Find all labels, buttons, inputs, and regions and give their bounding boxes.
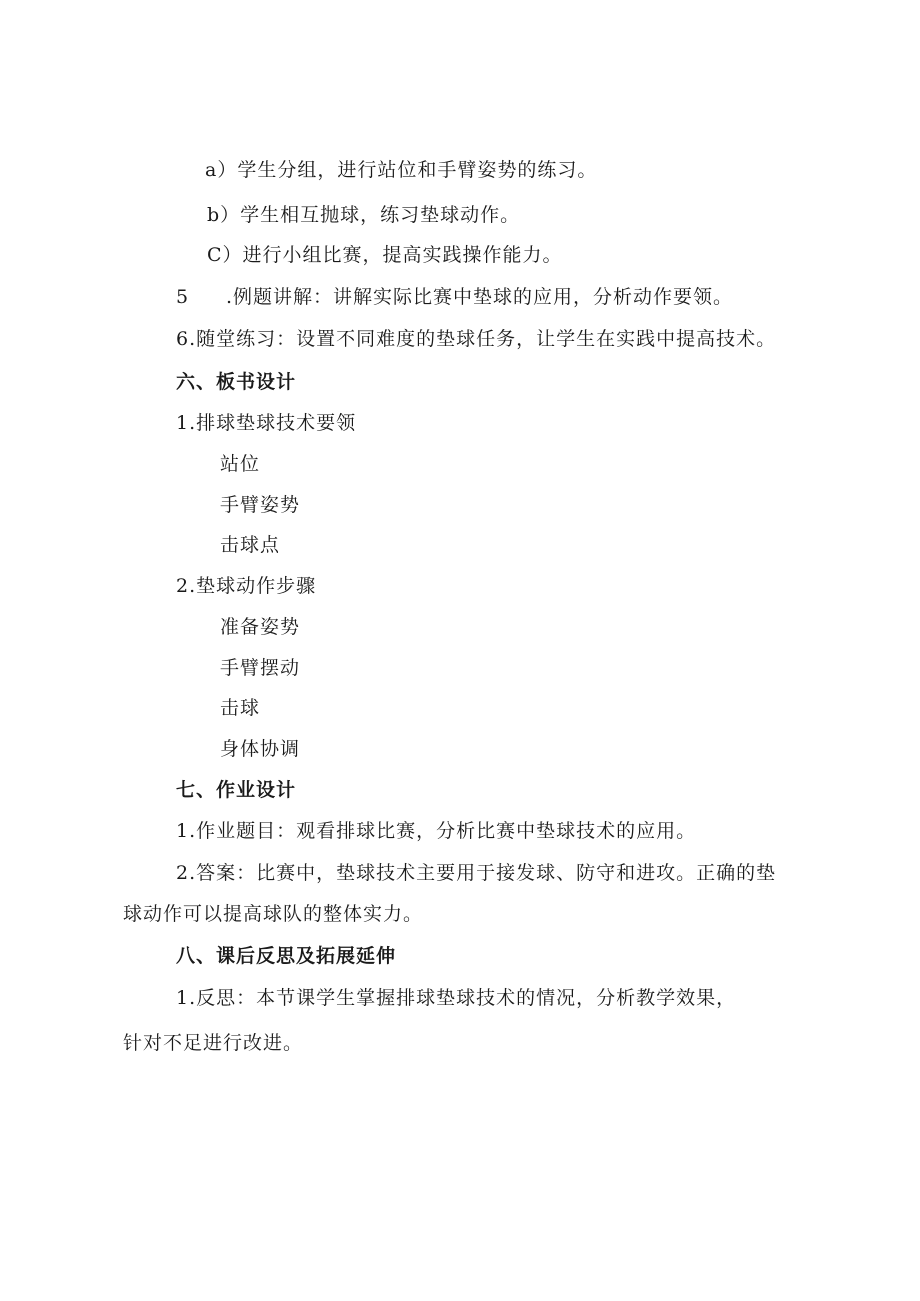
- section-6-item-2-sub: 手臂摆动: [220, 657, 301, 679]
- section-6-item-1-sub: 站位: [220, 453, 261, 475]
- section-6-item-2-sub: 身体协调: [220, 738, 301, 760]
- section-7-item-2-line-1: 2.答案：比赛中，垫球技术主要用于接发球、防守和进攻。正确的垫: [176, 862, 777, 884]
- step-6: 6.随堂练习：设置不同难度的垫球任务，让学生在实践中提高技术。: [176, 328, 777, 350]
- step-5-text: .例题讲解：讲解实际比赛中垫球的应用，分析动作要领。: [226, 286, 734, 308]
- section-6-item-2-sub: 准备姿势: [220, 616, 301, 638]
- section-6-item-1-sub: 手臂姿势: [220, 494, 301, 516]
- practice-item-a: a）学生分组，进行站位和手臂姿势的练习。: [205, 159, 598, 181]
- practice-item-b: b）学生相互抛球，练习垫球动作。: [207, 204, 521, 226]
- section-8-heading: 八、课后反思及拓展延伸: [176, 945, 397, 967]
- section-6-item-2: 2.垫球动作步骤: [176, 575, 317, 597]
- section-8-item-1-line-1: 1.反思：本节课学生掌握排球垫球技术的情况，分析教学效果，: [176, 987, 737, 1009]
- practice-item-c: C）进行小组比赛，提高实践操作能力。: [207, 244, 563, 266]
- section-7-item-2-line-2: 球动作可以提高球队的整体实力。: [123, 903, 424, 925]
- section-7-heading: 七、作业设计: [176, 779, 297, 801]
- section-6-item-2-sub: 击球: [220, 697, 261, 719]
- step-5-number: 5: [176, 286, 190, 308]
- section-6-item-1-sub: 击球点: [220, 534, 281, 556]
- section-6-heading: 六、板书设计: [176, 371, 297, 393]
- section-8-item-1-line-2: 针对不足进行改进。: [123, 1032, 304, 1054]
- section-7-item-1: 1.作业题目：观看排球比赛，分析比赛中垫球技术的应用。: [176, 820, 697, 842]
- section-6-item-1: 1.排球垫球技术要领: [176, 412, 357, 434]
